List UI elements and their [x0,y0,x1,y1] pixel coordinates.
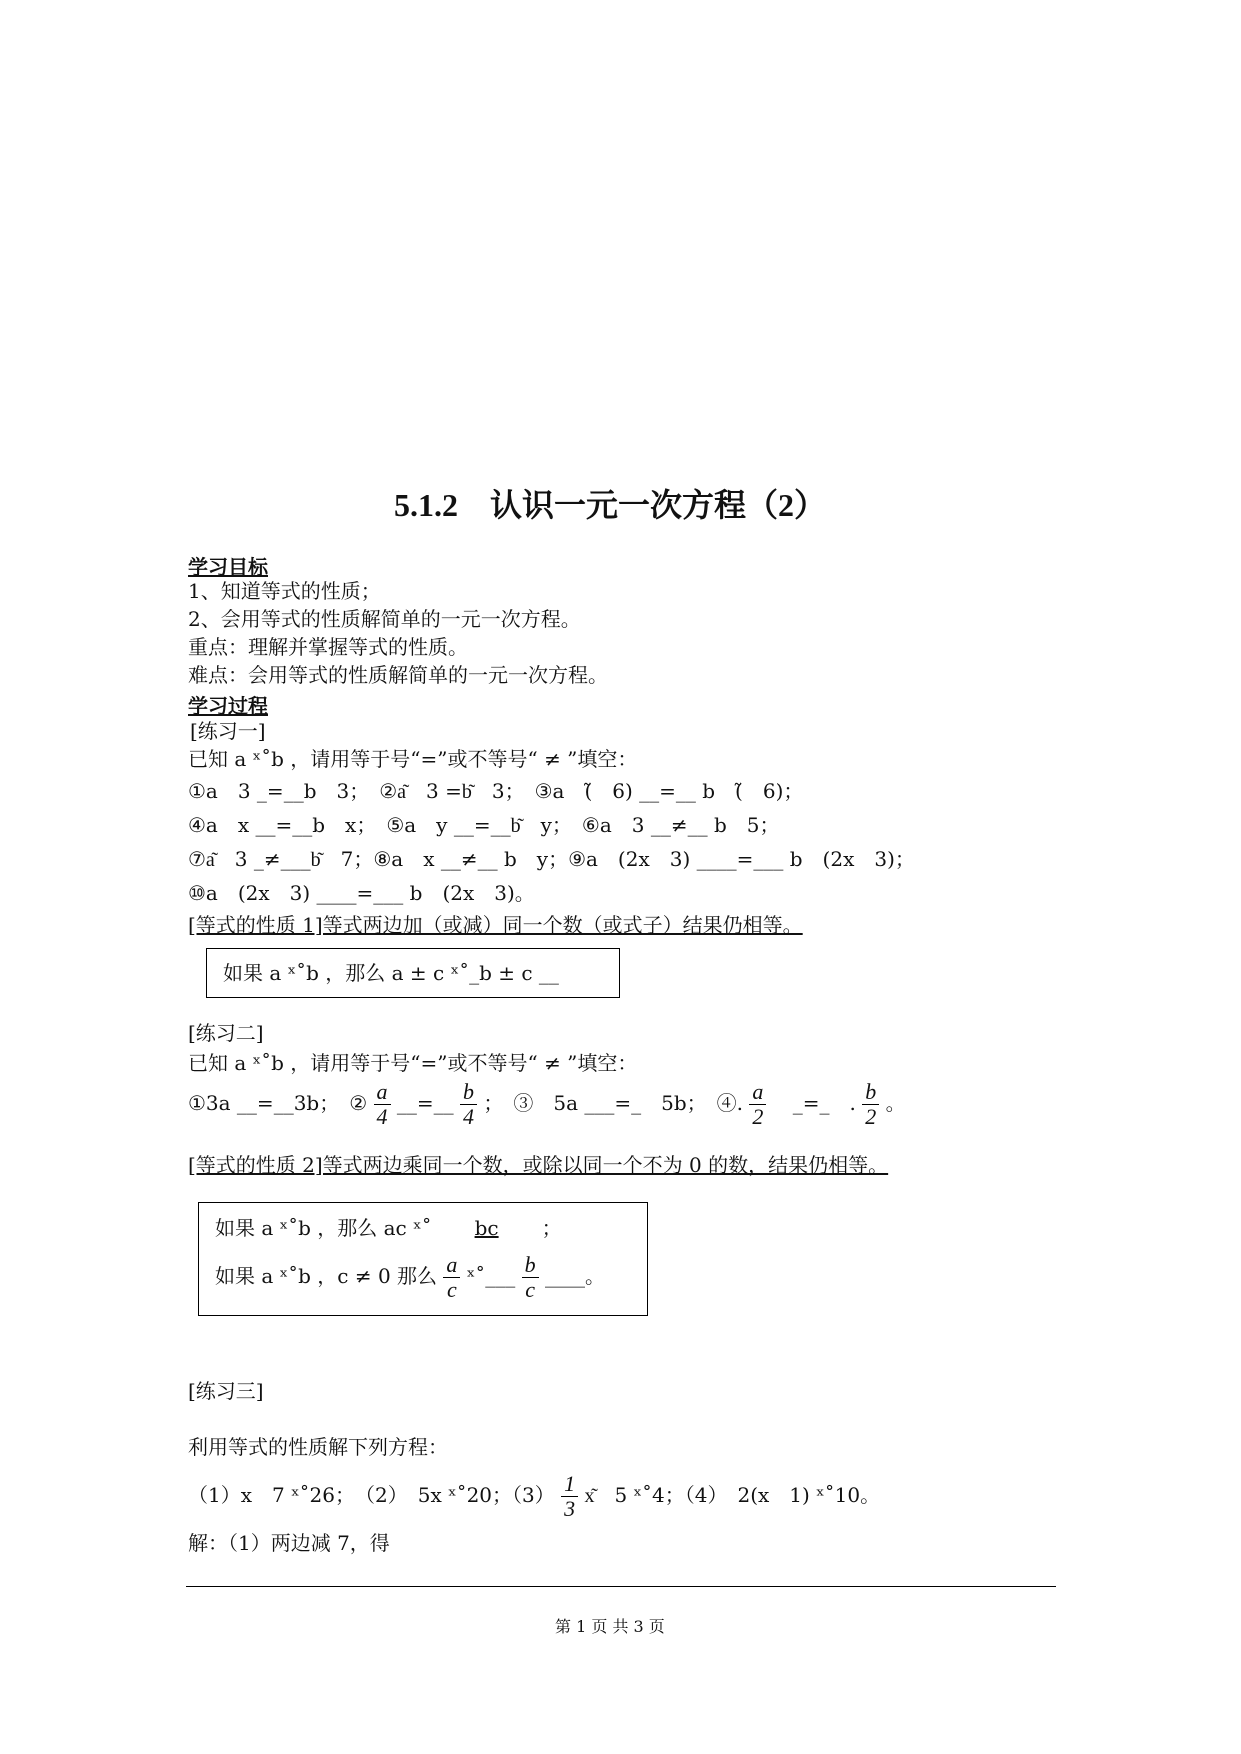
property-2-line-1 [215,1215,562,1241]
page-number: 第 1 页 共 3 页 [555,1617,665,1636]
exercise-2-intro: 已知 a ˣ˚b ，请用等于号“=”或不等号“ ≠ ”填空： [188,1051,638,1075]
fraction-denominator: 4 [376,1104,388,1129]
fraction-numerator: a [749,1080,766,1105]
exercise-1-intro: 已知 a ˣ˚b ，请用等于号“=”或不等号“ ≠ ”填空： [188,747,638,771]
key-point: 重点：理解并掌握等式的性质。 [188,635,468,659]
property-2-line-2-end: ____。 [544,1264,605,1288]
exercise-2-label: [练习二] [188,1021,264,1045]
exercise-1-label: [练习一] [190,719,266,743]
fraction-one-third [561,1472,578,1521]
exercise-3-equations [188,1472,880,1521]
property-2-box [198,1202,648,1316]
exercise-1-row-3: ⑦a͂ 3 _≠___b͂ 7；⑧a x __≠__ b y；⑨a (2x 3) ____=___ b (2x 3)； [188,847,915,871]
exercise-3-intro: 利用等式的性质解下列方程： [188,1435,448,1459]
difficult-point: 难点：会用等式的性质解简单的一元一次方程。 [188,663,608,687]
exercise-3-eq-part-2: x͂ 5 ˣ˚4；（4） 2(x 1) ˣ˚10。 [584,1483,881,1507]
exercise-1-row-1: ①a 3 _=__b 3； ②a͂ 3 =b͂ 3； ③a (̃ 6) __=__ b (̃ 6)； [188,779,804,803]
property-2-line-2-mid: ˣ˚___ [466,1264,516,1288]
fraction-numerator: 1 [561,1472,578,1497]
property-1-formula: 如果 a ˣ˚b ，那么 a ± c ˣ˚_b ± c __ [223,961,559,985]
goal-item-1: 1、知道等式的性质； [188,579,381,603]
fraction-numerator: a [374,1080,391,1105]
process-heading: 学习过程 [188,694,268,718]
fraction-denominator: 2 [752,1104,764,1129]
exercise-1-row-4: ⑩a (2x 3) ____=___ b (2x 3)。 [188,881,535,905]
fraction-numerator: b [460,1080,477,1105]
exercise-2-row [188,1080,906,1129]
exercise-1-row-2: ④a x __=__b x； ⑤a y __=__b͂ y； ⑥a 3 __≠__ b 5； [188,813,780,837]
fraction-denominator: 4 [463,1104,474,1129]
property-2-line-2 [215,1253,605,1302]
fraction-b-over-2 [862,1080,879,1129]
fraction-numerator: b [862,1080,879,1105]
fraction-b-over-4 [460,1080,477,1129]
fraction-denominator: c [447,1277,457,1302]
exercise-3-label: [练习三] [188,1379,264,1403]
page-title: 5.1.2 认识一元一次方程（2） [394,487,827,523]
footer-divider [186,1586,1056,1587]
exercise-2-row-end: 。 [885,1091,906,1115]
exercise-2-row-mid-2: ； ③ 5a ___=_ 5b； ④. [483,1091,744,1115]
fraction-a-over-2 [749,1080,766,1129]
property-1: [等式的性质 1]等式两边加（或减）同一个数（或式子）结果仍相等。 [188,913,803,937]
goal-item-2: 2、会用等式的性质解简单的一元一次方程。 [188,607,581,631]
property-2: [等式的性质 2]等式两边乘同一个数，或除以同一个不为 0 的数，结果仍相等。 [188,1153,889,1177]
exercise-2-row-start: ①3a __=__3b； ② [188,1091,368,1115]
fraction-numerator: b [522,1253,539,1278]
fraction-numerator: a [443,1253,460,1278]
exercise-2-row-mid-1: __=__ [396,1091,454,1115]
solution-line: 解：（1）两边减 7，得 [188,1531,390,1555]
exercise-2-row-mid-3: _=_ . [772,1091,856,1115]
property-2-blank: bc [474,1216,499,1240]
fraction-a-over-c [443,1253,460,1302]
fraction-denominator: 2 [865,1104,877,1129]
fraction-denominator: 3 [564,1496,576,1521]
property-1-box [206,948,620,998]
property-2-line-1-pre: 如果 a ˣ˚b ，那么 ac ˣ˚ [215,1216,432,1240]
property-2-line-1-end: ； [541,1216,562,1240]
goals-heading: 学习目标 [188,555,268,579]
fraction-b-over-c [522,1253,539,1302]
fraction-a-over-4 [374,1080,391,1129]
fraction-denominator: c [525,1277,535,1302]
property-2-line-2-pre: 如果 a ˣ˚b ，c ≠ 0 那么 [215,1264,438,1288]
exercise-3-eq-part-1: （1）x 7 ˣ˚26； （2） 5x ˣ˚20；（3） [188,1483,555,1507]
